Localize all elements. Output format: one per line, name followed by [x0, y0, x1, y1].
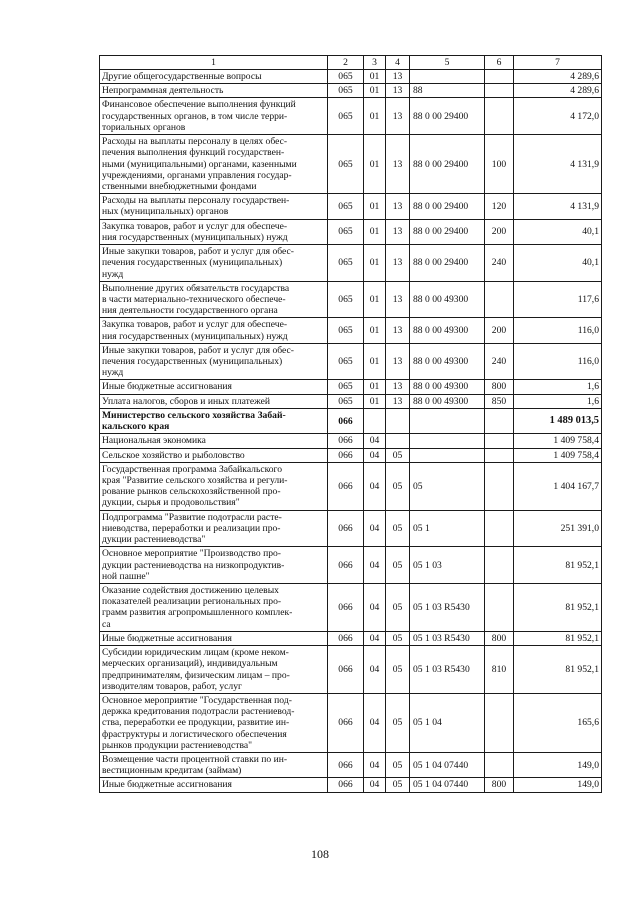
row-name-cell [100, 448, 328, 462]
subsection-code-cell: 13 [386, 70, 410, 84]
row-name-line: печения государственных (муниципальных) [102, 257, 283, 269]
target-article-cell: 05 1 04 07440 [410, 753, 485, 778]
ministry-code-cell: 065 [328, 219, 364, 244]
expense-type-cell: 800 [485, 380, 514, 394]
ministry-code-cell: 065 [328, 281, 364, 318]
target-article-cell: 88 0 00 29400 [410, 194, 485, 219]
section-code-cell: 01 [364, 281, 386, 318]
row-name-line: вестиционным кредитам (займам) [102, 765, 242, 777]
row-name-cell [100, 510, 328, 547]
row-name-line: Национальная экономика [102, 435, 206, 447]
row-name-line: ных (муниципальных) органов [102, 206, 229, 218]
row-name-line: ниеводства, переработки и реализации про- [102, 522, 281, 534]
section-code-cell: 01 [364, 84, 386, 98]
table-row [100, 583, 602, 631]
section-code-cell: 04 [364, 547, 386, 584]
subsection-code-cell: 13 [386, 219, 410, 244]
target-article-cell: 05 1 04 [410, 693, 485, 752]
row-name-line: Другие общегосударственные вопросы [102, 71, 262, 82]
amount-cell: 1 489 013,5 [514, 408, 602, 433]
amount-cell: 40,1 [514, 245, 602, 282]
table-row [100, 510, 602, 547]
ministry-code-cell: 066 [328, 583, 364, 631]
header-cell: 5 [410, 56, 485, 70]
section-code-cell: 04 [364, 646, 386, 694]
table-row [100, 98, 602, 135]
section-code-cell: 01 [364, 394, 386, 408]
ministry-code-cell: 066 [328, 434, 364, 448]
expense-type-cell: 800 [485, 778, 514, 792]
section-code-cell [364, 408, 386, 433]
table-row [100, 70, 602, 84]
table-row [100, 547, 602, 584]
subsection-code-cell: 13 [386, 245, 410, 282]
amount-cell: 4 289,6 [514, 70, 602, 84]
section-code-cell: 04 [364, 462, 386, 510]
page-number: 108 [311, 847, 329, 861]
row-name-line: дукции, сырья и продовольствия" [102, 497, 240, 509]
row-name-line: в части материально-технического обеспече- [102, 293, 286, 305]
row-name-cell [100, 631, 328, 645]
amount-cell: 1,6 [514, 380, 602, 394]
ministry-code-cell: 066 [328, 448, 364, 462]
section-code-cell: 01 [364, 380, 386, 394]
target-article-cell: 05 1 03 R5430 [410, 583, 485, 631]
section-code-cell: 01 [364, 70, 386, 84]
row-name-line: нужд [102, 268, 124, 280]
amount-cell: 81 952,1 [514, 547, 602, 584]
expense-type-cell [485, 547, 514, 584]
row-name-line: Непрограммная деятельность [102, 85, 224, 97]
target-article-cell: 05 1 04 07440 [410, 778, 485, 792]
amount-cell: 149,0 [514, 753, 602, 778]
row-name-line: ния государственных (муниципальных) нужд [102, 231, 288, 243]
row-name-line: Иные бюджетные ассигнования [102, 381, 232, 393]
ministry-code-cell: 065 [328, 194, 364, 219]
row-name-line: показателей реализации региональных про- [102, 596, 282, 608]
subsection-code-cell: 13 [386, 135, 410, 194]
row-name-line: ными (муниципальными) органами, казенными [102, 158, 297, 170]
row-name-line: Иные закупки товаров, работ и услуг для обес- [102, 246, 294, 258]
ministry-code-cell: 066 [328, 778, 364, 792]
ministry-code-cell: 065 [328, 70, 364, 84]
section-code-cell: 04 [364, 753, 386, 778]
expense-type-cell: 120 [485, 194, 514, 219]
table-row [100, 434, 602, 448]
row-name-line: Подпрограмма "Развитие подотрасли расте- [102, 511, 282, 523]
section-code-cell: 01 [364, 219, 386, 244]
ministry-code-cell: 066 [328, 631, 364, 645]
row-name-line: фраструктуры и логистического обеспечения [102, 728, 287, 740]
row-name-line: Расходы на выплаты персоналу государствен- [102, 195, 290, 207]
table-row [100, 343, 602, 380]
section-code-cell: 01 [364, 98, 386, 135]
expense-type-cell [485, 84, 514, 98]
table-row [100, 219, 602, 244]
section-code-cell: 04 [364, 434, 386, 448]
expense-type-cell: 810 [485, 646, 514, 694]
row-name-cell [100, 219, 328, 244]
row-name-cell [100, 318, 328, 343]
table-row [100, 318, 602, 343]
expense-type-cell [485, 693, 514, 752]
target-article-cell: 05 1 03 R5430 [410, 646, 485, 694]
table-row [100, 646, 602, 694]
row-name-cell [100, 778, 328, 792]
expense-type-cell [485, 281, 514, 318]
row-name-line: держка кредитования подотрасли растениевод- [102, 706, 295, 718]
amount-cell: 1 404 167,7 [514, 462, 602, 510]
target-article-cell [410, 448, 485, 462]
amount-cell: 116,0 [514, 343, 602, 380]
row-name-cell [100, 194, 328, 219]
expense-type-cell [485, 434, 514, 448]
amount-cell: 81 952,1 [514, 583, 602, 631]
row-name-line: учреждениями, органами управления государ- [102, 169, 292, 181]
subsection-code-cell: 05 [386, 448, 410, 462]
expense-type-cell: 800 [485, 631, 514, 645]
section-code-cell: 04 [364, 631, 386, 645]
row-name-cell [100, 583, 328, 631]
subsection-code-cell [386, 408, 410, 433]
row-name-line: грамм развития агропромышленного комплек- [102, 607, 293, 619]
row-name-line: дукции растениеводства" [102, 534, 206, 546]
expense-type-cell [485, 70, 514, 84]
table-row [100, 448, 602, 462]
amount-cell: 81 952,1 [514, 631, 602, 645]
ministry-code-cell: 066 [328, 462, 364, 510]
header-cell: 6 [485, 56, 514, 70]
subsection-code-cell: 13 [386, 380, 410, 394]
row-name-line: са [102, 618, 111, 630]
subsection-code-cell: 05 [386, 646, 410, 694]
subsection-code-cell: 13 [386, 84, 410, 98]
subsection-code-cell: 13 [386, 343, 410, 380]
row-name-cell [100, 434, 328, 448]
target-article-cell: 88 0 00 29400 [410, 135, 485, 194]
subsection-code-cell: 05 [386, 631, 410, 645]
section-code-cell: 04 [364, 448, 386, 462]
ministry-code-cell: 066 [328, 408, 364, 433]
subsection-code-cell: 05 [386, 693, 410, 752]
ministry-code-cell: 066 [328, 693, 364, 752]
row-name-line: государственных органов, в том числе терри- [102, 110, 288, 122]
header-cell: 3 [364, 56, 386, 70]
ministry-code-cell: 065 [328, 84, 364, 98]
row-name-line: Возмещение части процентной ставки по ин- [102, 754, 288, 766]
row-name-line: Государственная программа Забайкальского [102, 463, 283, 475]
amount-cell: 81 952,1 [514, 646, 602, 694]
target-article-cell: 88 0 00 49300 [410, 318, 485, 343]
row-name-line: рынков продукции растениеводства" [102, 739, 253, 751]
target-article-cell: 88 0 00 29400 [410, 98, 485, 135]
row-name-cell [100, 70, 328, 84]
row-name-line: рование рынков сельскохозяйственной про- [102, 486, 281, 498]
ministry-code-cell: 065 [328, 135, 364, 194]
row-name-cell [100, 693, 328, 752]
amount-cell: 117,6 [514, 281, 602, 318]
row-name-line: печения выполнения функций государствен- [102, 147, 285, 159]
expense-type-cell: 240 [485, 245, 514, 282]
header-cell: 4 [386, 56, 410, 70]
expense-type-cell: 240 [485, 343, 514, 380]
row-name-line: Расходы на выплаты персоналу в целях обес- [102, 136, 288, 148]
row-name-line: Закупка товаров, работ и услуг для обеспече- [102, 319, 288, 331]
target-article-cell: 88 0 00 29400 [410, 245, 485, 282]
subsection-code-cell: 05 [386, 462, 410, 510]
target-article-cell: 05 [410, 462, 485, 510]
budget-table [99, 55, 602, 793]
row-name-cell [100, 646, 328, 694]
section-code-cell: 04 [364, 778, 386, 792]
expense-type-cell [485, 98, 514, 135]
subsection-code-cell: 13 [386, 98, 410, 135]
ministry-code-cell: 066 [328, 646, 364, 694]
row-name-line: Иные закупки товаров, работ и услуг для обес- [102, 344, 294, 356]
ministry-code-cell: 065 [328, 318, 364, 343]
ministry-code-cell: 065 [328, 394, 364, 408]
expense-type-cell [485, 510, 514, 547]
header-cell: 1 [100, 56, 328, 70]
row-name-cell [100, 98, 328, 135]
row-name-line: Основное мероприятие "Производство про- [102, 548, 281, 560]
expense-type-cell: 100 [485, 135, 514, 194]
table-row [100, 380, 602, 394]
amount-cell: 4 289,6 [514, 84, 602, 98]
amount-cell: 4 131,9 [514, 194, 602, 219]
row-name-line: Иные бюджетные ассигнования [102, 632, 232, 644]
expense-type-cell [485, 448, 514, 462]
subsection-code-cell: 05 [386, 583, 410, 631]
amount-cell: 4 172,0 [514, 98, 602, 135]
amount-cell: 1 409 758,4 [514, 448, 602, 462]
ministry-code-cell: 066 [328, 510, 364, 547]
amount-cell: 4 131,9 [514, 135, 602, 194]
row-name-line: края "Развитие сельского хозяйства и регули- [102, 475, 288, 486]
row-name-line: Выполнение других обязательств государства [102, 282, 290, 294]
table-row [100, 408, 602, 433]
row-name-line: мерческих организаций), индивидуальным [102, 658, 278, 670]
ministry-code-cell: 065 [328, 343, 364, 380]
ministry-code-cell: 065 [328, 98, 364, 135]
expense-type-cell: 850 [485, 394, 514, 408]
table-row [100, 281, 602, 318]
row-name-cell [100, 84, 328, 98]
row-name-cell [100, 753, 328, 778]
table-row [100, 753, 602, 778]
subsection-code-cell [386, 434, 410, 448]
row-name-cell [100, 408, 328, 433]
ministry-code-cell: 066 [328, 753, 364, 778]
table-row [100, 245, 602, 282]
subsection-code-cell: 05 [386, 753, 410, 778]
target-article-cell: 88 0 00 49300 [410, 380, 485, 394]
table-header-row [100, 56, 602, 70]
expense-type-cell [485, 408, 514, 433]
section-code-cell: 04 [364, 583, 386, 631]
row-name-cell [100, 135, 328, 194]
section-code-cell: 01 [364, 135, 386, 194]
row-name-cell [100, 394, 328, 408]
row-name-line: Закупка товаров, работ и услуг для обеспече- [102, 220, 288, 232]
row-name-line: ства, переработки ее продукции, развитие ин- [102, 717, 290, 729]
section-code-cell: 01 [364, 194, 386, 219]
table-row [100, 194, 602, 219]
target-article-cell: 05 1 [410, 510, 485, 547]
subsection-code-cell: 05 [386, 510, 410, 547]
ministry-code-cell: 066 [328, 547, 364, 584]
target-article-cell: 88 0 00 49300 [410, 281, 485, 318]
row-name-line: Сельское хозяйство и рыболовство [102, 449, 245, 461]
target-article-cell: 88 [410, 84, 485, 98]
subsection-code-cell: 13 [386, 194, 410, 219]
ministry-code-cell: 065 [328, 380, 364, 394]
row-name-line: кальского края [102, 421, 170, 433]
amount-cell: 251 391,0 [514, 510, 602, 547]
row-name-line: ной пашне" [102, 570, 150, 582]
amount-cell: 1,6 [514, 394, 602, 408]
expense-type-cell: 200 [485, 318, 514, 343]
subsection-code-cell: 13 [386, 281, 410, 318]
row-name-line: ния государственных (муниципальных) нужд [102, 330, 288, 342]
target-article-cell: 88 0 00 29400 [410, 219, 485, 244]
row-name-line: Субсидии юридическим лицам (кроме неком- [102, 647, 289, 659]
expense-type-cell [485, 462, 514, 510]
section-code-cell: 04 [364, 510, 386, 547]
section-code-cell: 01 [364, 343, 386, 380]
row-name-line: Иные бюджетные ассигнования [102, 779, 232, 791]
row-name-line: ственными внебюджетными фондами [102, 180, 257, 192]
header-cell: 7 [514, 56, 602, 70]
amount-cell: 1 409 758,4 [514, 434, 602, 448]
target-article-cell: 88 0 00 49300 [410, 394, 485, 408]
row-name-cell [100, 245, 328, 282]
section-code-cell: 01 [364, 245, 386, 282]
expense-type-cell [485, 753, 514, 778]
subsection-code-cell: 13 [386, 318, 410, 343]
table-row [100, 135, 602, 194]
table-row [100, 84, 602, 98]
row-name-line: Министерство сельского хозяйства Забай- [102, 409, 286, 421]
subsection-code-cell: 05 [386, 778, 410, 792]
row-name-line: Уплата налогов, сборов и иных платежей [102, 395, 271, 407]
row-name-cell [100, 380, 328, 394]
row-name-line: печения государственных (муниципальных) [102, 356, 283, 368]
amount-cell: 165,6 [514, 693, 602, 752]
ministry-code-cell: 065 [328, 245, 364, 282]
section-code-cell: 01 [364, 318, 386, 343]
target-article-cell [410, 434, 485, 448]
table-row [100, 631, 602, 645]
header-cell: 2 [328, 56, 364, 70]
target-article-cell: 05 1 03 R5430 [410, 631, 485, 645]
row-name-cell [100, 281, 328, 318]
row-name-line: дукции растениеводства на низкопродуктив- [102, 559, 285, 571]
subsection-code-cell: 13 [386, 394, 410, 408]
row-name-cell [100, 343, 328, 380]
row-name-line: нужд [102, 367, 124, 379]
expense-type-cell: 200 [485, 219, 514, 244]
amount-cell: 116,0 [514, 318, 602, 343]
row-name-line: предпринимателям, физическим лицам – про- [102, 669, 290, 681]
amount-cell: 149,0 [514, 778, 602, 792]
target-article-cell: 05 1 03 [410, 547, 485, 584]
amount-cell: 40,1 [514, 219, 602, 244]
row-name-cell [100, 462, 328, 510]
row-name-line: ториальных органов [102, 121, 186, 133]
row-name-line: ния деятельности государственного органа [102, 305, 278, 317]
table-row [100, 462, 602, 510]
table-row [100, 394, 602, 408]
row-name-line: Оказание содействия достижению целевых [102, 584, 279, 596]
target-article-cell: 88 0 00 49300 [410, 343, 485, 380]
table-row [100, 693, 602, 752]
row-name-line: Основное мероприятие "Государственная под- [102, 694, 292, 706]
subsection-code-cell: 05 [386, 547, 410, 584]
target-article-cell [410, 408, 485, 433]
expense-type-cell [485, 583, 514, 631]
section-code-cell: 04 [364, 693, 386, 752]
row-name-line: Финансовое обеспечение выполнения функций [102, 99, 296, 111]
table-row [100, 778, 602, 792]
row-name-cell [100, 547, 328, 584]
target-article-cell [410, 70, 485, 84]
row-name-line: изводителям товаров, работ, услуг [102, 680, 242, 692]
